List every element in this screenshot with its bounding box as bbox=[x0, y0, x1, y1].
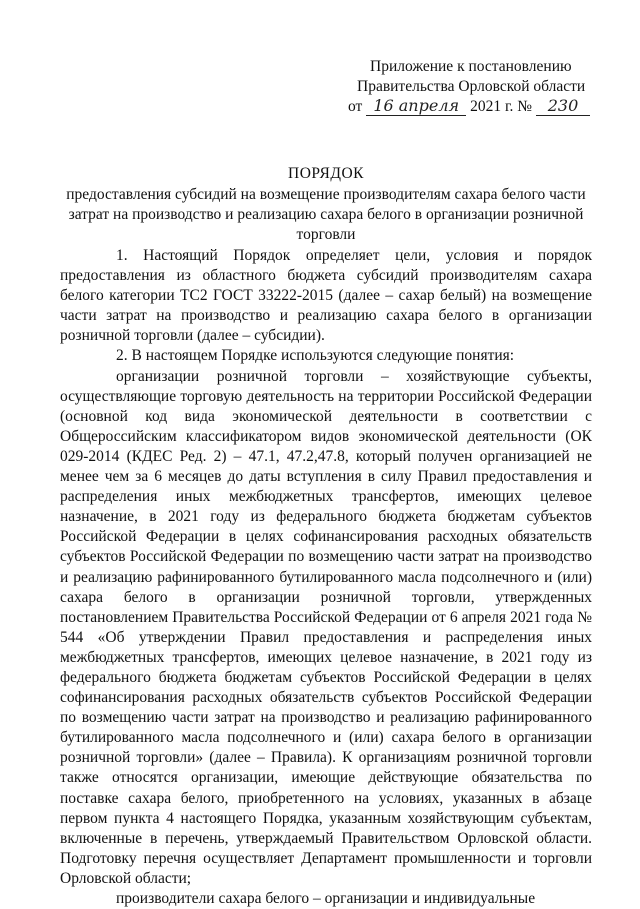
appendix-header bbox=[340, 57, 600, 117]
paragraph-3: организации розничной торговли – хозяйствующие субъекты, осуществляющие торговую деятельность на территории Российской Федерации (основной код вида экономической деятельности в соответствии с Общероссийским классификатором видов экономической деятельности (ОК 029-2014 (КДЕС Ред. 2) – 47.1, 47.2,47.8, который получен организацией не менее чем за 6 месяцев до даты вступления в силу Правил предоставления и распределения иных межбюджетных трансфертов, имеющих целевое назначение, в 2021 году из федерального бюджета бюджетам субъектов Российской Федерации в целях софинансирования расходных обязательств субъектов Российской Федерации по возмещению части затрат на производство и реализацию рафинированного бутилированного масла подсолнечного и (или) сахара белого в организации розничной торговли, утвержденных постановлением Правительства Российской Федерации от 6 апреля 2021 года № 544 «Об утверждении Правил предоставления и распределения иных межбюджетных трансфертов, имеющих целевое назначение, в 2021 году из федерального бюджета бюджетам субъектов Российской Федерации в целях софинансирования расходных обязательств субъектов Российской Федерации по возмещению части затрат на производство и реализацию рафинированного бутилированного масла подсолнечного и (или) сахара белого в организации розничной торговли» (далее – Правила). К организациям розничной торговли также относятся организации, имеющие действующие обязательства по поставке сахара белого, приобретенного на условиях, указанных в абзаце первом пункта 4 настоящего Порядка, указанным хозяйствующим субъектам, включенные в перечень, утверждаемый Правительством Орловской области. Подготовку перечня осуществляет Департамент промышленности и торговли Орловской области; bbox=[60, 367, 592, 887]
paragraph-1: 1. Настоящий Порядок определяет цели, условия и порядок предоставления из областного бюджета субсидий производителям сахара белого категории ТС2 ГОСТ 33222-2015 (далее – сахар белый) на возмещение части затрат на производство и реализацию сахара белого в организации розничной торговли (далее – субсидии). bbox=[60, 247, 592, 345]
date-prefix: от bbox=[348, 98, 363, 115]
title-subtitle: предоставления субсидий на возмещение производителям сахара белого части затрат на производство и реализацию сахара белого в организации розничной торговли bbox=[66, 186, 586, 243]
paragraph-4: производители сахара белого – организации и индивидуальные bbox=[116, 890, 536, 907]
appendix-line-1: Приложение к постановлению bbox=[370, 58, 572, 75]
handwritten-number: 230 bbox=[536, 97, 590, 116]
title-heading: ПОРЯДОК bbox=[288, 165, 364, 182]
document-title bbox=[60, 164, 592, 245]
appendix-date-line bbox=[340, 97, 600, 117]
document-body bbox=[60, 246, 592, 909]
handwritten-date: 16 апреля bbox=[366, 97, 466, 116]
appendix-line-2: Правительства Орловской области bbox=[357, 78, 586, 95]
paragraph-2: 2. В настоящем Порядке используются следующие понятия: bbox=[116, 347, 515, 365]
year-number-label: 2021 г. № bbox=[470, 98, 533, 115]
